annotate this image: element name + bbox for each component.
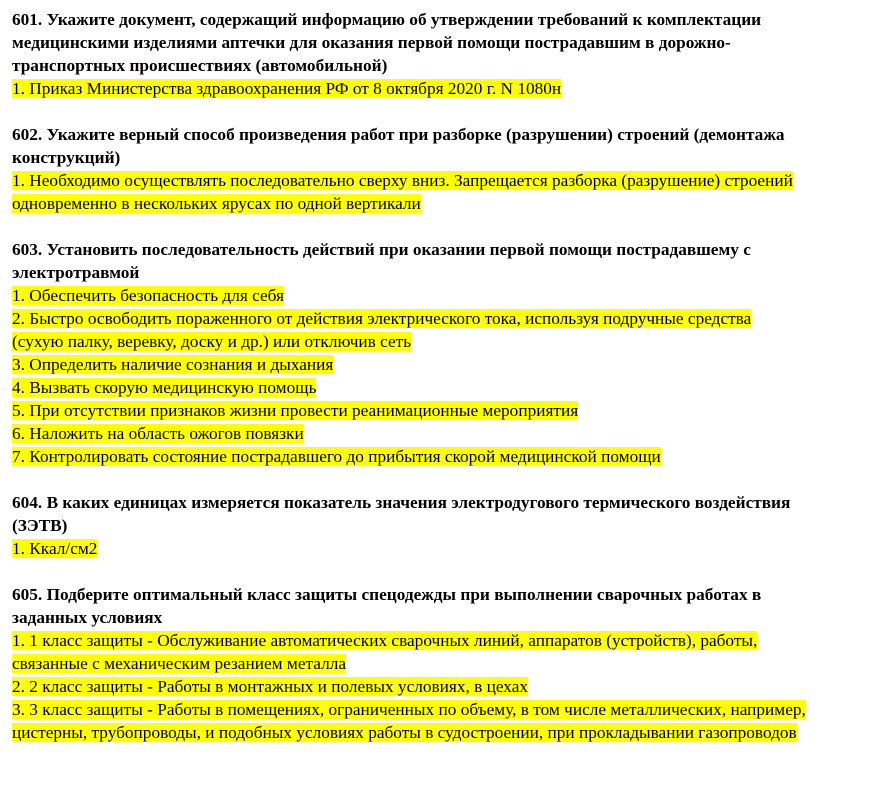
question-title — [12, 583, 792, 629]
answer-list — [12, 629, 862, 744]
answer-text: 4. Вызвать скорую медицинскую помощь — [12, 378, 317, 397]
answer-item — [12, 284, 862, 307]
answer-text: 7. Контролировать состояние пострадавшего до прибытия скорой медицинской помощи — [12, 447, 661, 466]
answer-text: 3. 3 класс защиты - Работы в помещениях, ограниченных по объему, в том числе металлических, например, цистерны, трубопроводы, и подобных условиях работы в судостроении, при прокладывании газопроводов — [12, 700, 806, 742]
answer-text: 1. 1 класс защиты - Обслуживание автоматических сварочных линий, аппаратов (устройств), работы, связанные с механическим резанием металла — [12, 631, 758, 673]
question-number: 602. — [12, 125, 43, 144]
question-title — [12, 491, 802, 537]
question-number: 601. — [12, 10, 43, 29]
answer-item — [12, 77, 862, 100]
answer-text: 6. Наложить на область ожогов повязки — [12, 424, 304, 443]
answer-text: 1. Ккал/см2 — [12, 539, 98, 558]
answer-text: 3. Определить наличие сознания и дыхания — [12, 355, 334, 374]
answer-text: 1. Обеспечить безопасность для себя — [12, 286, 284, 305]
question-number: 605. — [12, 585, 43, 604]
answer-item — [12, 307, 802, 353]
question-text: Укажите документ, содержащий информацию об утверждении требований к комплектации медицинскими изделиями аптечки для оказания первой помощи пострадавшим в дорожно-транспортных происшествиях (автомобильной) — [12, 10, 762, 75]
answer-item — [12, 675, 862, 698]
answer-item — [12, 422, 862, 445]
answer-list — [12, 284, 862, 468]
question-title — [12, 123, 824, 169]
answer-list — [12, 77, 862, 100]
answer-text: 2. Быстро освободить пораженного от действия электрического тока, используя подручные средства (сухую палку, веревку, доску и др.) или отключив сеть — [12, 309, 752, 351]
answer-item — [12, 353, 862, 376]
question-text: Укажите верный способ произведения работ при разборке (разрушении) строений (демонтажа конструкций) — [12, 125, 785, 167]
answer-list — [12, 537, 862, 560]
question-text: Подберите оптимальный класс защиты спецодежды при выполнении сварочных работах в заданных условиях — [12, 585, 762, 627]
answer-text: 5. При отсутствии признаков жизни провести реанимационные мероприятия — [12, 401, 579, 420]
answer-item — [12, 399, 862, 422]
answer-item — [12, 537, 862, 560]
answer-text: 2. 2 класс защиты - Работы в монтажных и полевых условиях, в цехах — [12, 677, 529, 696]
answer-item — [12, 629, 812, 675]
document — [12, 8, 862, 767]
answer-text: 1. Приказ Министерства здравоохранения РФ от 8 октября 2020 г. N 1080н — [12, 79, 562, 98]
question-text: В каких единицах измеряется показатель значения электродугового термического воздействия (ЗЭТВ) — [12, 493, 791, 535]
question-604 — [12, 491, 862, 560]
answer-text: 1. Необходимо осуществлять последовательно сверху вниз. Запрещается разборка (разрушение) строений одновременно в нескольких ярусах по одной вертикали — [12, 171, 793, 213]
question-text: Установить последовательность действий при оказании первой помощи пострадавшему с электротравмой — [12, 240, 751, 282]
question-603 — [12, 238, 862, 468]
answer-item — [12, 698, 842, 744]
answer-item — [12, 445, 862, 468]
question-title — [12, 8, 792, 77]
question-number: 603. — [12, 240, 43, 259]
question-601 — [12, 8, 862, 100]
question-602 — [12, 123, 862, 215]
answer-item — [12, 376, 862, 399]
answer-list — [12, 169, 862, 215]
question-title — [12, 238, 857, 284]
question-605 — [12, 583, 862, 744]
question-number: 604. — [12, 493, 43, 512]
answer-item — [12, 169, 842, 215]
